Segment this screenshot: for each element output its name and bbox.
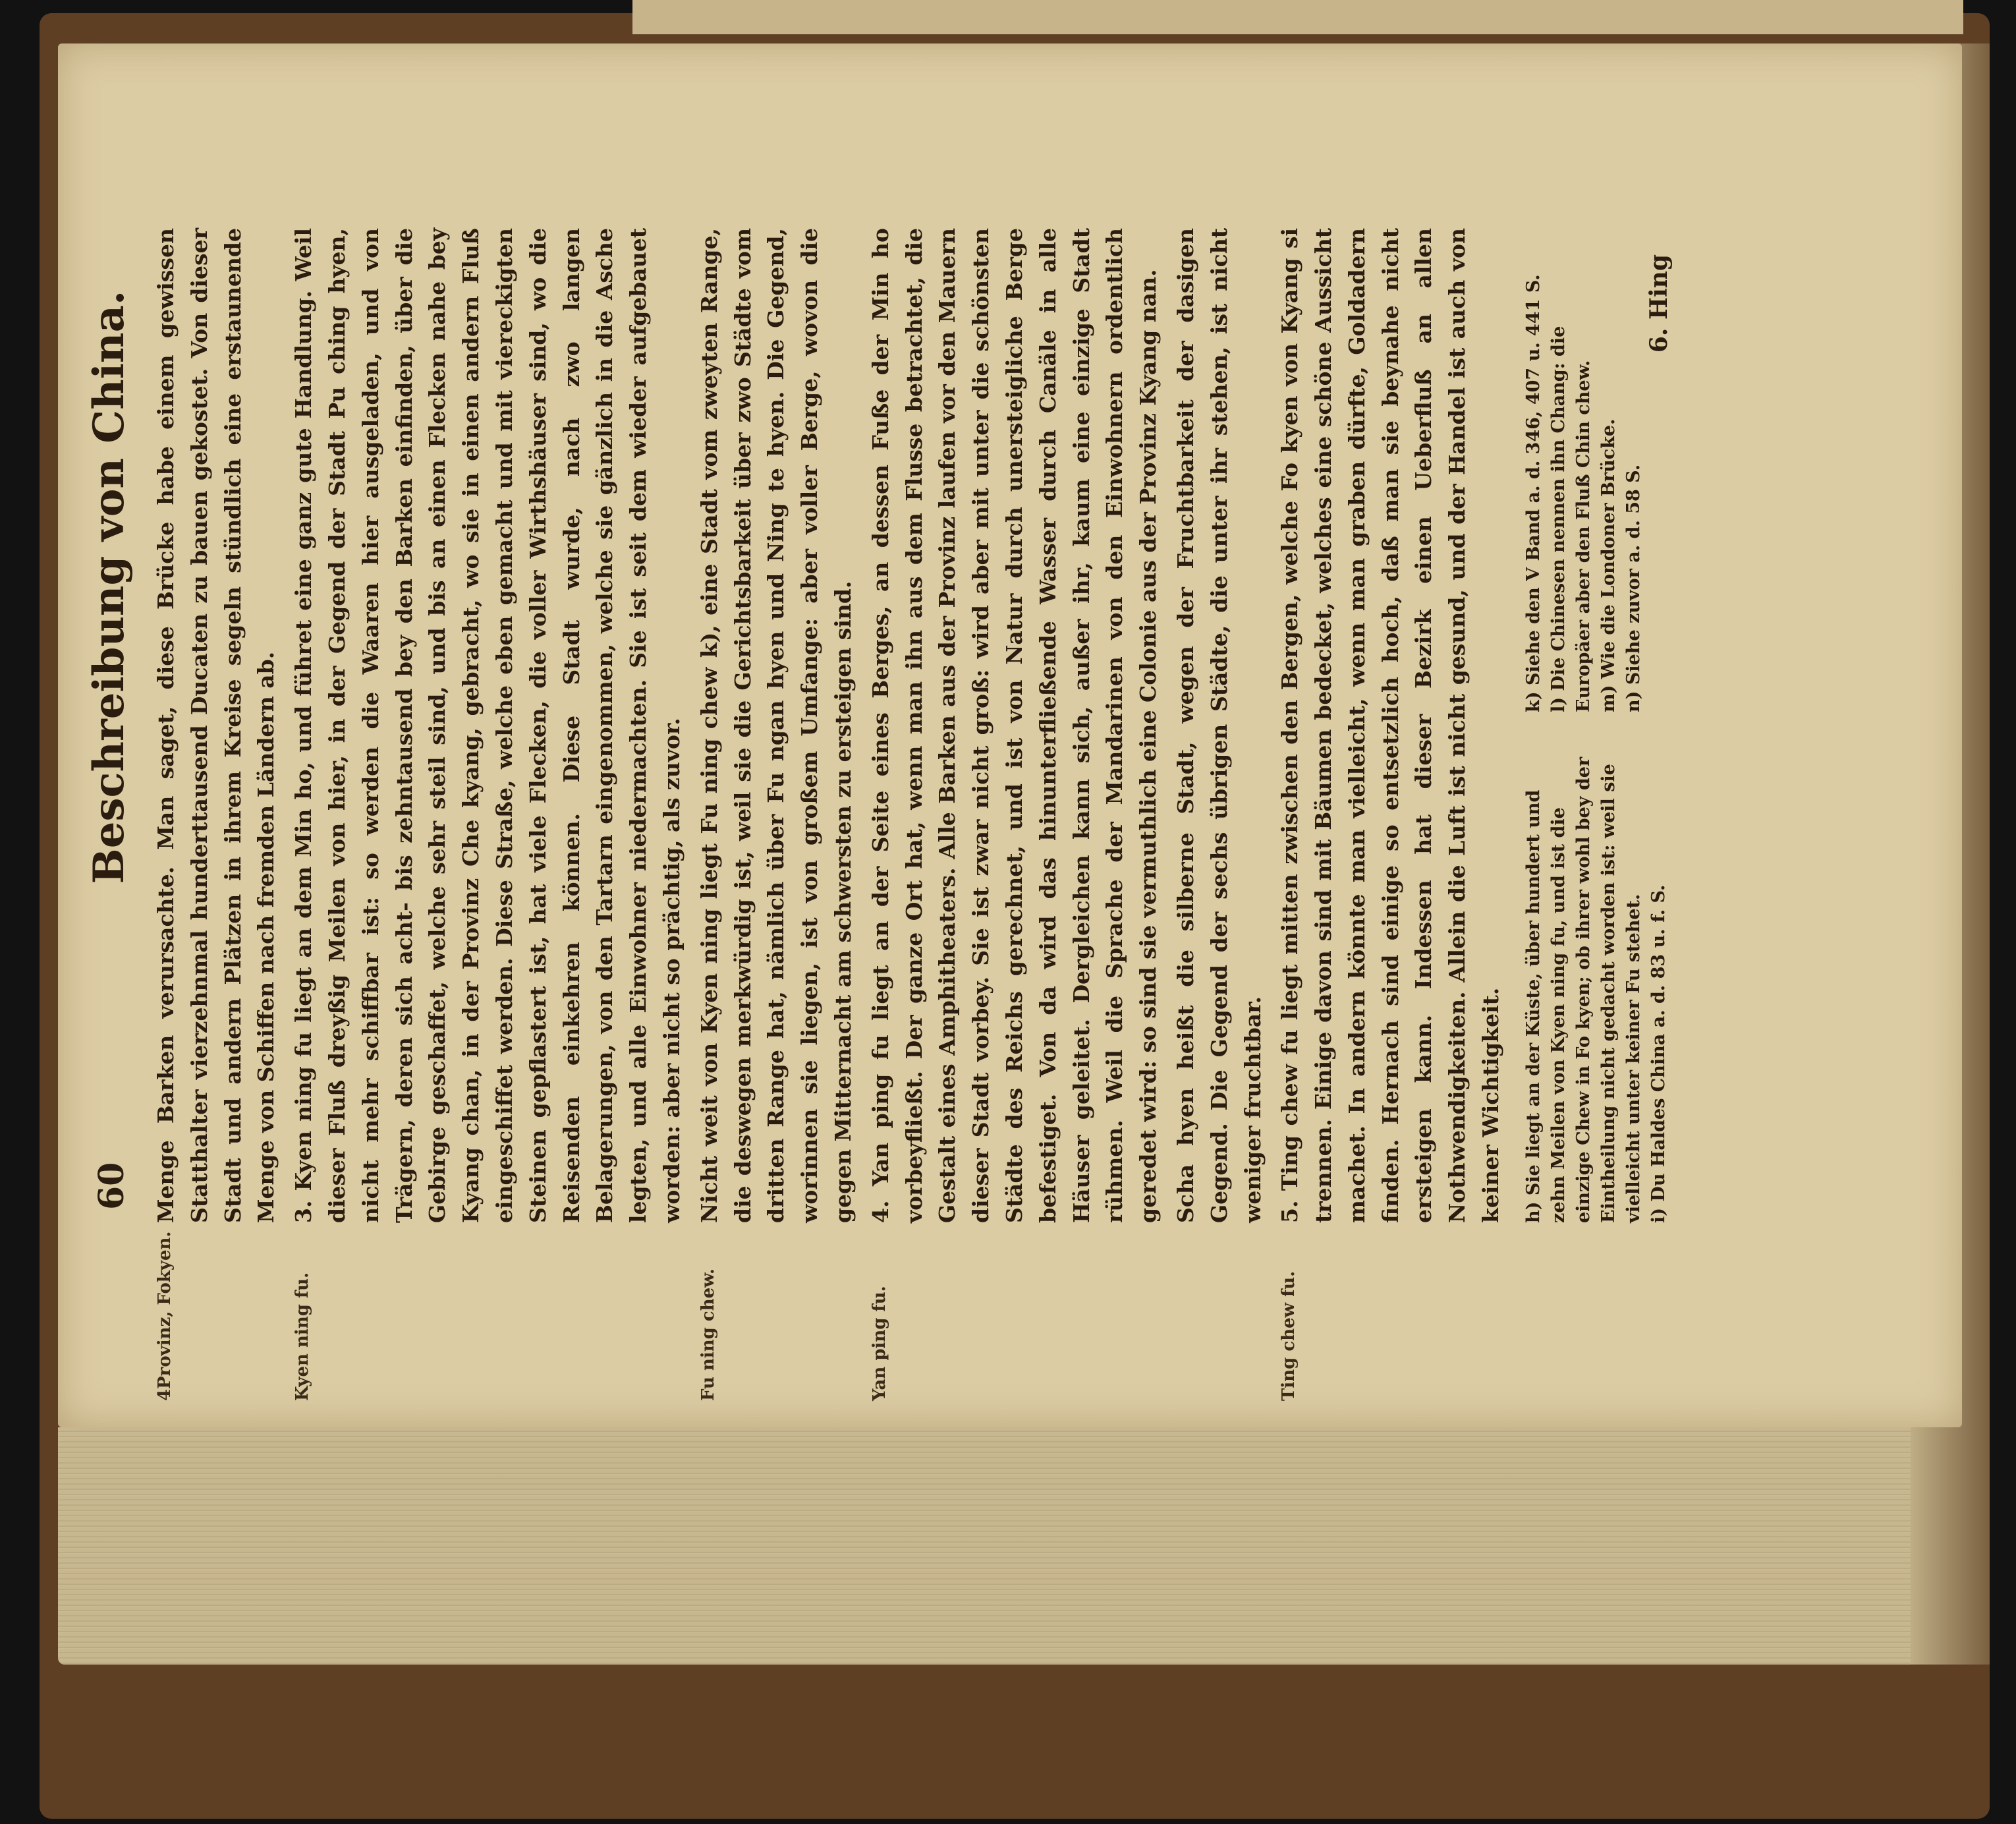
paragraph — [150, 228, 283, 1401]
paragraph — [693, 228, 860, 1401]
footnote: h) Sie liegt an der Küste, über hundert und zehn Meilen von Kyen ning fu, und ist die einzige Chew in Fo kyen; ob ihrer wohl bey der Eintheilung nicht gedacht worden ist: weil sie vielleicht unter keiner Fu stehet. — [1523, 756, 1644, 1223]
margin-note: Fu ning chew. — [698, 1268, 718, 1401]
paragraph-text: 5. Ting chew fu liegt mitten zwischen den Bergen, welche Fo kyen von Kyang si trennen. Einige davon sind mit Bäumen bedecket, welches eine schöne Aussicht machet. In andern könnte man vielleicht, wenn man graben dürfte, Goldadern finden. Hernach sind einige so entsetzlich hoch, daß man sie beynahe nicht ersteigen kann. Indessen hat dieser Bezirk einen Ueberfluß an allen Nothwendigkeiten. Allein die Luft ist nicht gesund, und der Handel ist auch von keiner Wichtigkeit. — [1277, 228, 1504, 1223]
page-header — [84, 228, 134, 1401]
margin-note: 4Provinz, Fokyen. — [155, 1231, 175, 1401]
footnote: m) Wie die Londoner Brücke. — [1598, 418, 1619, 712]
paragraph — [1274, 228, 1508, 1401]
facing-page-edge — [632, 0, 1963, 34]
catchword: 6. Hing — [1644, 254, 1673, 353]
running-title: Beschreibung von China. — [84, 290, 134, 884]
paragraph — [287, 228, 689, 1401]
page-number: 60 — [92, 1162, 132, 1210]
rotated-page-content — [58, 43, 1962, 1427]
paragraph — [1169, 228, 1270, 1401]
paragraph-text: Menge Barken verursachte. Man saget, diese Brücke habe einem gewissen Statthalter vierzehnmal hunderttausend Ducaten zu bauen gekostet. Von dieser Stadt und andern Plätzen in ihrem Kreise segeln stündlich eine erstaunende Menge von Schiffen nach fremden Ländern ab. — [153, 228, 279, 1223]
page-text-block — [58, 43, 1962, 1427]
margin-note: Ting chew fu. — [1279, 1270, 1299, 1401]
paragraph-text: 3. Kyen ning fu liegt an dem Min ho, und führet eine ganz gute Handlung. Weil dieser Fluß dreyßig Meilen von hier, in der Gegend der Stadt Pu ching hyen, nicht mehr schiffbar ist: so werden die Waaren hier ausgeladen, und von Trägern, deren sich acht- bis zehntausend bey den Barken einfinden, über die Gebirge geschaffet, welche sehr steil sind, und bis an einen Flecken nahe bey Kyang chan, in der Provinz Che kyang, gebracht, wo sie in einen andern Fluß eingeschiffet werden. Diese Straße, welche eben gemacht und mit viereckigten Steinen gepflastert ist, hat viele Flecken, die voller Wirthshäuser sind, wo die Reisenden einkehren können. Diese Stadt wurde, nach zwo langen Belagerungen, von den Tartarn eingenommen, welche sie gänzlich in die Asche legten, und alle Einwohner niedermachten. Sie ist seit dem wieder aufgebauet worden: aber nicht so prächtig, als zuvor. — [291, 228, 685, 1223]
page-block-edges — [58, 1427, 1962, 1665]
footnote: l) Die Chinesen nennen ihn Chang: die Europäer aber den Fluß Chin chew. — [1548, 326, 1594, 712]
footnote: k) Siehe den V Band a. d. 346, 407 u. 441 S. — [1523, 274, 1544, 712]
paragraph-text: Nicht weit von Kyen ning liegt Fu ning chew k), eine Stadt vom zweyten Range, die deswegen merkwürdig ist, weil sie die Gerichtsbarkeit über zwo Städte vom dritten Range hat, nämlich über Fu ngan hyen und Ning te hyen. Die Gegend, worinnen sie liegen, ist von großem Umfange: aber voller Berge, wovon die gegen Mitternacht am schwersten zu ersteigen sind. — [696, 228, 856, 1223]
paragraph — [864, 228, 1165, 1401]
margin-note: Kyen ning fu. — [293, 1272, 313, 1401]
paragraph-text: Scha hyen heißt die silberne Stadt, wegen der Fruchtbarkeit der dasigen Gegend. Die Gegend der sechs übrigen Städte, die unter ihr stehen, ist nicht weniger fruchtbar. — [1172, 228, 1266, 1223]
margin-note — [1169, 1223, 1270, 1401]
footnote: n) Siehe zuvor a. d. 58 S. — [1623, 464, 1644, 712]
paragraph-text: 4. Yan ping fu liegt an der Seite eines Berges, an dessen Fuße der Min ho vorbeyfließt. Der ganze Ort hat, wenn man ihn aus dem Flusse betrachtet, die Gestalt eines Amphitheaters. Alle Barken aus der Provinz laufen vor den Mauern dieser Stadt vorbey. Sie ist zwar nicht groß: wird aber mit unter die schönsten Städte des Reichs gerechnet, und ist von Natur durch unersteigliche Berge befestiget. Von da wird das hinunterfließende Wasser durch Canäle in alle Häuser geleitet. Dergleichen kann sich, außer ihr, kaum eine einzige Stadt rühmen. Weil die Sprache der Mandarinen von den Einwohnern ordentlich geredet wird: so sind sie vermuthlich eine Colonie aus der Provinz Kyang nan. — [867, 228, 1162, 1223]
footnote: i) Du Haldes China a. d. 83 u. f. S. — [1648, 884, 1669, 1223]
footnotes-left — [1521, 739, 1671, 1223]
margin-note: Yan ping fu. — [869, 1286, 889, 1401]
